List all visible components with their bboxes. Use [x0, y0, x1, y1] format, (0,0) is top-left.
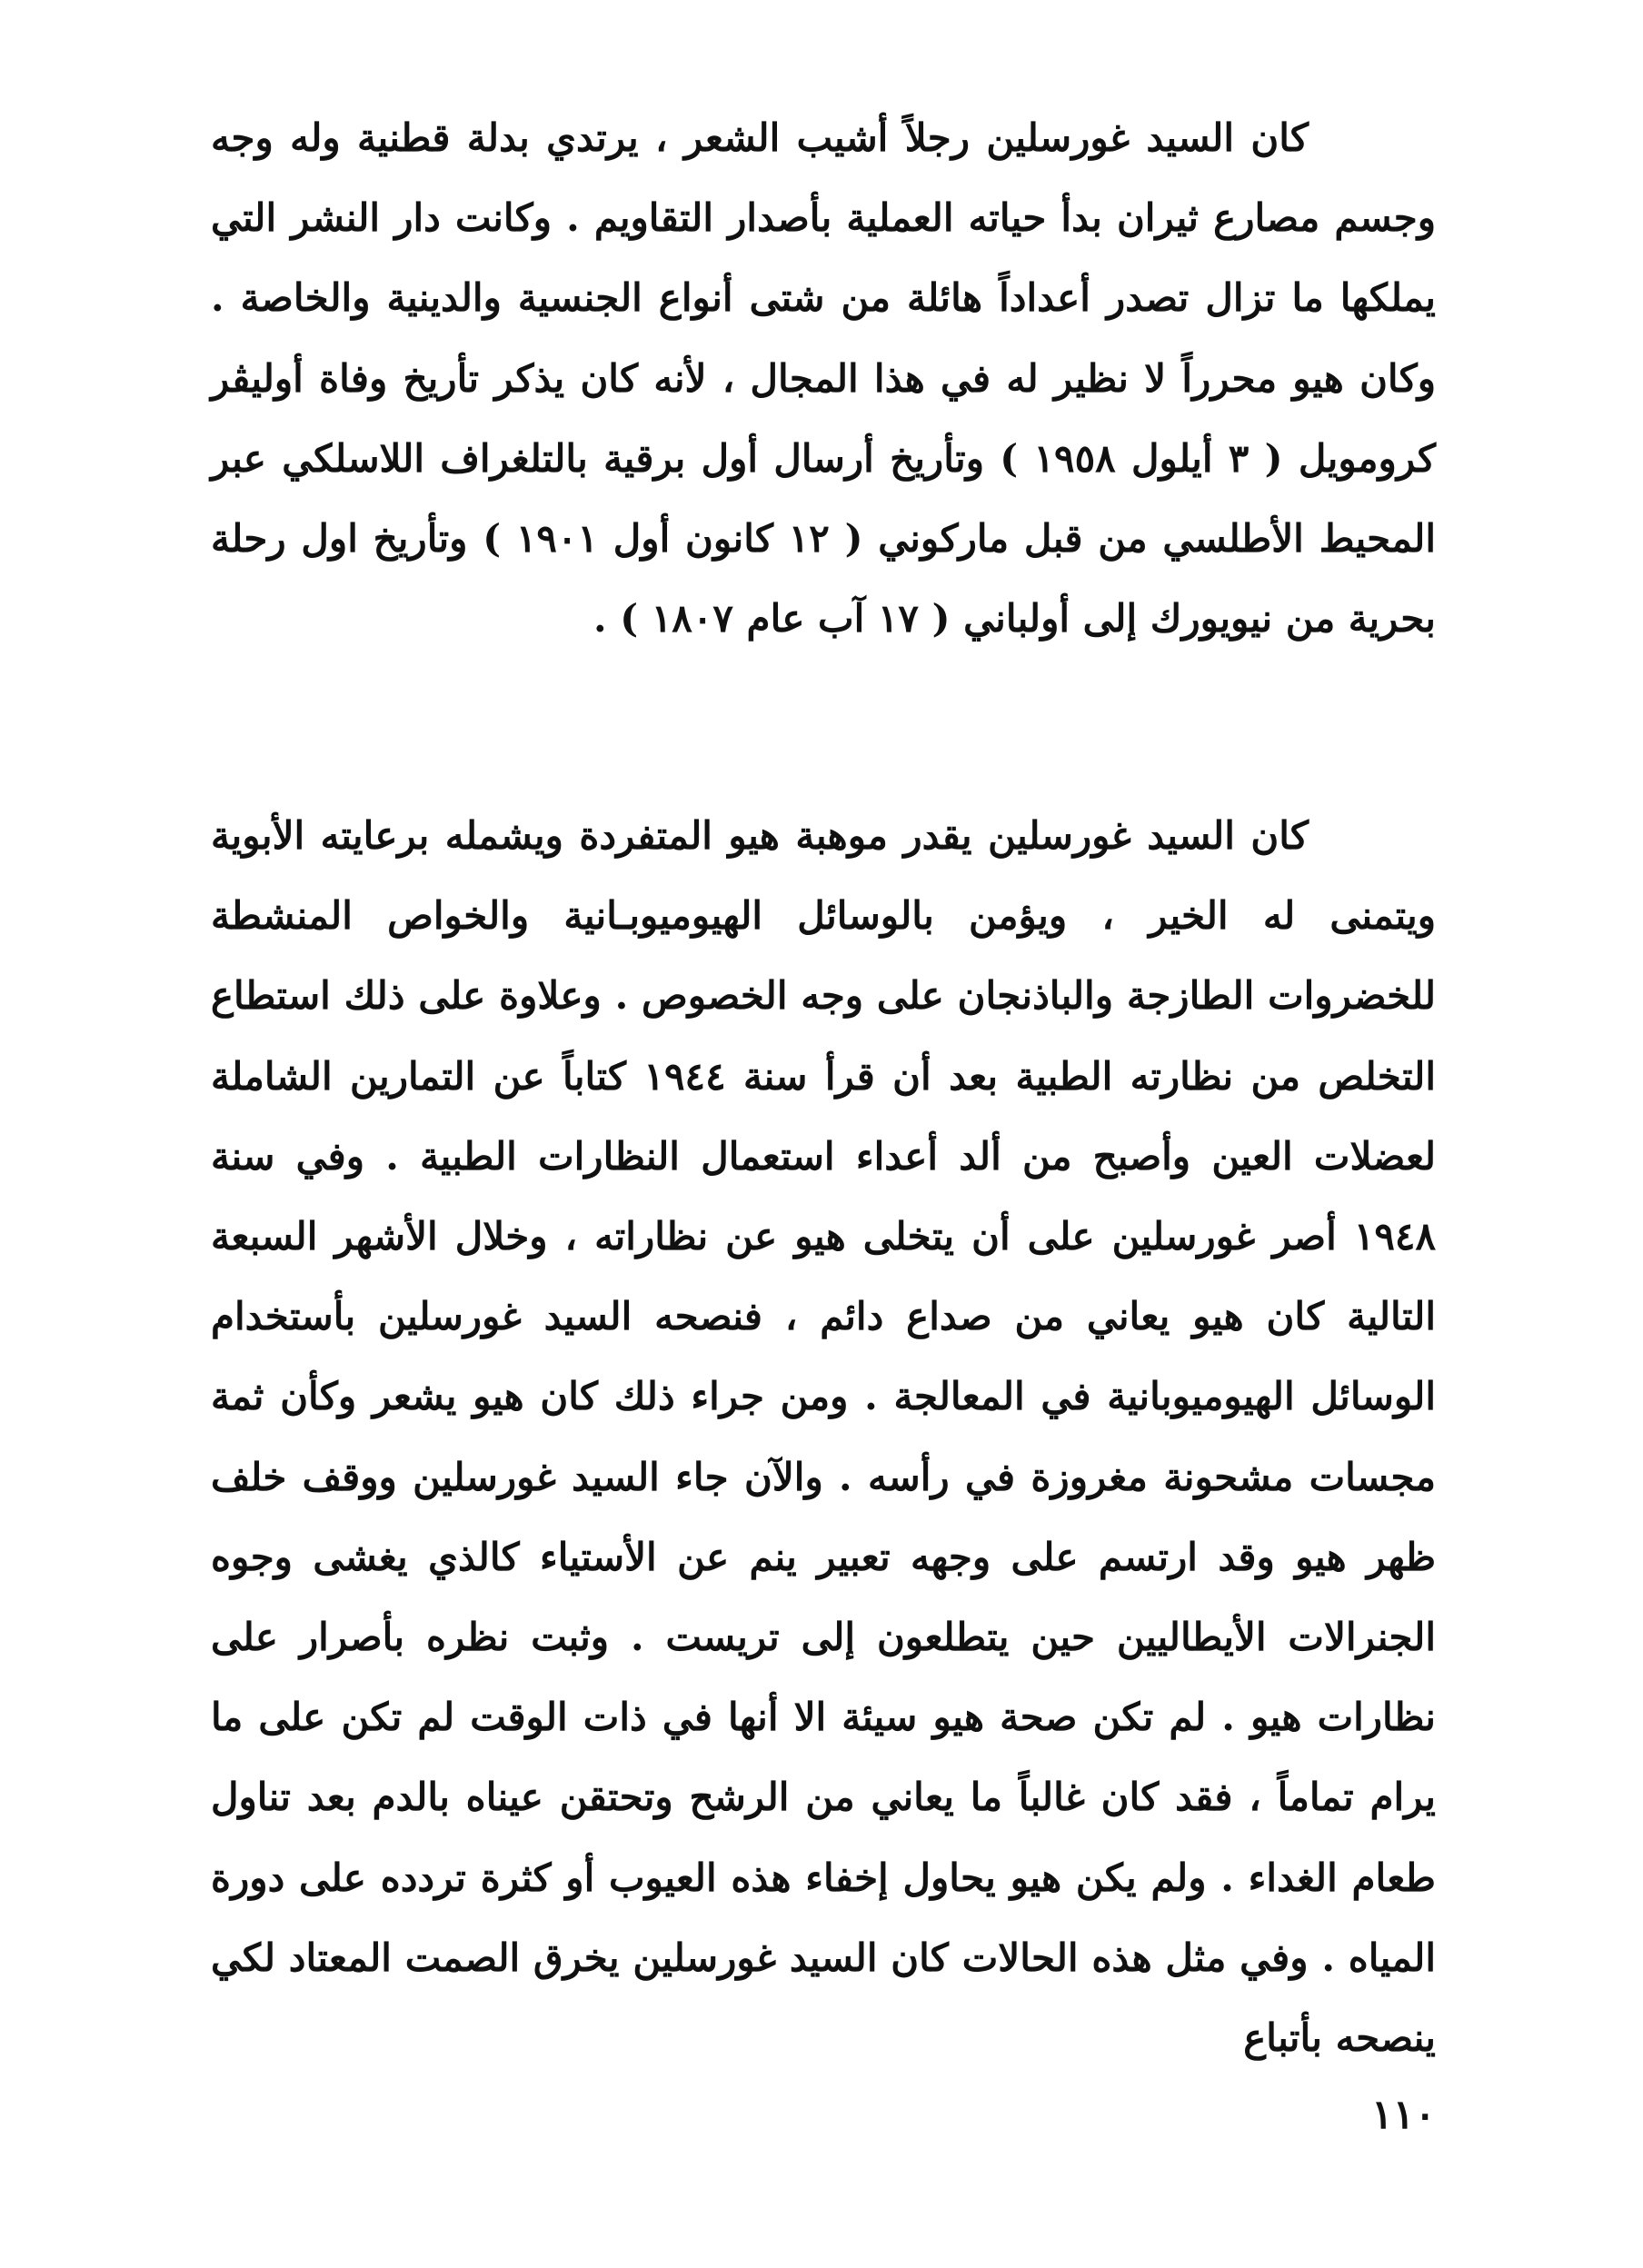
paragraph-1: كان السيد غورسلين رجلاً أشيب الشعر ، يرتدي بدلة قطنية وله وجه وجسم مصارع ثيران بدأ حياته العملية بأصدار التقاويم . وكانت دار النشر التي يملكها ما تزال تصدر أعداداً هائلة من شتى أنواع الجنسية والدينية والخاصة . وكان هيو محرراً لا نظير له في هذا المجال ، لأنه كان يذكر تأريخ وفاة أوليڤر كرومويل ( ٣ أيلول ١٩٥٨ ) وتأريخ أرسال أول برقية بالتلغراف اللاسلكي عبر المحيط الأطلسي من قبل ماركوني ( ١٢ كانون أول ١٩٠١ ) وتأريخ اول رحلة بحرية من نيويورك إلى أولباني ( ١٧ آب عام ١٨٠٧ ) .: [211, 115, 1436, 642]
paragraph-2: كان السيد غورسلين يقدر موهبة هيو المتفردة ويشمله برعايته الأبوية ويتمنى له الخير ، ويؤمن بالوسائل الهيوميوبـانية والخواص المنشطة للخضروات الطازجة والباذنجان على وجه الخصوص . وعلاوة على ذلك استطاع التخلص من نظارته الطبية بعد أن قرأ سنة ١٩٤٤ كتاباً عن التمارين الشاملة لعضلات العين وأصبح من ألد أعداء استعمال النظارات الطبية . وفي سنة ١٩٤٨ أصر غورسلين على أن يتخلى هيو عن نظاراته ، وخلال الأشهر السبعة التالية كان هيو يعاني من صداع دائم ، فنصحه السيد غورسلين بأستخدام الوسائل الهيوميوبانية في المعالجة . ومن جراء ذلك كان هيو يشعر وكأن ثمة مجسات مشحونة مغروزة في رأسه . والآن جاء السيد غورسلين ووقف خلف ظهر هيو وقد ارتسم على وجهه تعبير ينم عن الأستياء كالذي يغشى وجوه الجنرالات الأيطاليين حين يتطلعون إلى تريست . وثبت نظره بأصرار على نظارات هيو . لم تكن صحة هيو سيئة الا أنها في ذات الوقت لم تكن على ما يرام تماماً ، فقد كان غالباً ما يعاني من الرشح وتحتقن عيناه بالدم بعد تناول طعام الغداء . ولم يكن هيو يحاول إخفاء هذه العيوب أو كثرة تردده على دورة المياه . وفي مثل هذه الحالات كان السيد غورسلين يخرق الصمت المعتاد لكي ينصحه بأتباع: [211, 813, 1436, 2061]
page-number: ١١٠: [1371, 2092, 1436, 2138]
